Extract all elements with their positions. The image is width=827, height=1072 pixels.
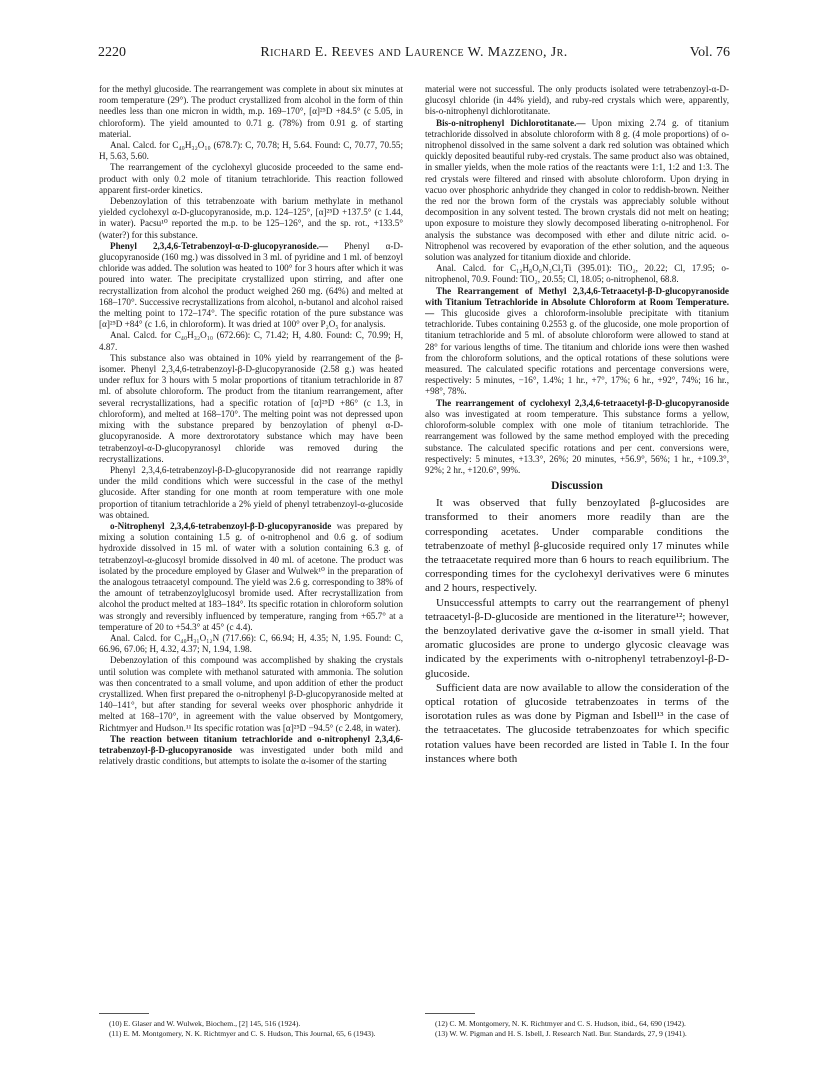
footnotes-right [425, 1013, 729, 1039]
paragraph [99, 241, 403, 331]
paragraph [99, 330, 403, 352]
paragraph-text: Anal. Calcd. for C₄₀H₃₂O₁₀ (678.7): C, 70.78; H, 5.64. Found: C, 70.77, 70.55; H, 5.63, 5.60. [99, 140, 403, 162]
discussion-heading: Discussion [551, 480, 603, 493]
paragraph [99, 521, 403, 633]
left-column [99, 84, 403, 1034]
paragraph-text: Phenyl 2,3,4,6-tetrabenzoyl-β-D-glucopyranoside did not rearrange rapidly under the mild conditions which were successful in the case of the methyl glucoside. After standing for one month at room temperature with one mole proportion of titanium tetrachloride a 2% yield of phenyl tetrabenzoyl-α-glucoside was obtained. [99, 464, 403, 520]
page-header [98, 45, 730, 65]
discussion-paragraph: Unsuccessful attempts to carry out the rearrangement of phenyl tetraacetyl-β-D-glucoside are mentioned in the literature¹²; however, the benzoylated derivative gave the α-isomer in small yield. That aromatic glucosides are prone to undergo glycosic cleavage was indicated by the experiments with o-nitrophenyl tetrabenzoyl-β-D-glucoside. [425, 596, 729, 680]
right-column [425, 84, 729, 1034]
paragraph [425, 263, 729, 285]
paragraph [99, 734, 403, 768]
paragraph-text: Anal. Calcd. for C₄₀H₃₁O₁₂N (717.66): C, 66.94; H, 4.35; N, 1.95. Found: C, 66.96, 67.06; H, 4.32, 4.37; N, 1.94, 1.98. [99, 632, 403, 655]
running-title: Richard E. Reeves and Laurence W. Mazzeno, Jr. [260, 45, 568, 60]
paragraph-text: This substance also was obtained in 10% yield by rearrangement of the β-isomer. Phenyl 2,3,4,6-tetrabenzoyl-β-D-glucopyranoside (2.58 g.) was heated under reflux for 3 hours with 5 molar proportions of titanium tetrachloride in 87 ml. of absolute chloroform. The product from the titanium rearrangement, after several recrystallizations, had a specific rotation of [α]²⁵D +86° (c 1.3, in chloroform), and melted at 168–170°. The melting point was not depressed upon mixing with the substance prepared by benzoylation of phenyl α-D-glucopyranoside. A more dextrorotatory substance which may have been tetrabenzoyl-α-D-glucopyranosyl chloride was removed during the recrystallizations. [99, 352, 403, 464]
paragraph [425, 118, 729, 264]
paragraph-heading: Bis-o-nitrophenyl Dichlorotitanate.— [436, 117, 586, 128]
paragraph-heading: Phenyl 2,3,4,6-Tetrabenzoyl-α-D-glucopyranoside.— [110, 240, 329, 251]
footnote-rule [425, 1013, 475, 1014]
paragraph-text: Debenzoylation of this compound was accomplished by shaking the crystals until solution was complete with methanol saturated with ammonia. The solution was then concentrated to a small volume, and upon addition of ether the product crystallized. When first prepared the o-nitrophenyl β-D-glucopyranoside melted at 140–141°, but after standing for several weeks over phosphoric anhydride it melted at 168–170°, in agreement with the value observed by Montgomery, Richtmyer and Hudson.¹¹ Its specific rotation was [α]²⁵D −94.5° (c 2.48, in water). [99, 655, 403, 733]
paragraph-text: The rearrangement of the cyclohexyl glucoside proceeded to the same end-product with only 0.2 mole of titanium tetrachloride. This reaction followed apparent first-order kinetics. [99, 162, 403, 195]
paragraph [99, 140, 403, 162]
paragraph [99, 84, 403, 140]
paragraph-text: was investigated under both mild and relatively drastic conditions, but attempts to isolate the α-isomer of the starting [99, 744, 403, 767]
paragraph-heading: The rearrangement of cyclohexyl 2,3,4,6-tetraacetyl-β-D-glucopyranoside [436, 397, 729, 408]
paragraph [99, 633, 403, 655]
paragraph [99, 465, 403, 521]
page-number: 2220 [98, 45, 126, 60]
paragraph-text: Phenyl α-D-glucopyranoside (160 mg.) was dissolved in 3 ml. of pyridine and 1 ml. of benzoyl chloride was added. The solution was heated to 100° for 3 hours after which it was poured into water. The precipitate crystallized upon stirring, and after one recrystallization from alcohol the product weighed 260 mg. (64%) and melted at 168–170°. Successive recrystallizations from alcohol, n-butanol and alcohol raised the melting point to 172–174°. The specific rotation of the pure substance was [α]²⁵D +84° (c 1.6, in chloroform). It was dried at 100° over P₂O₅ for analysis. [99, 240, 403, 330]
discussion-paragraph: Sufficient data are now available to allow the consideration of the optical rotation of glucoside tetrabenzoates in terms of the isorotation rules as was done by Pigman and Isbell¹³ in the case of the tetraacetates. The glucoside tetrabenzoates for which specific rotation values have been recorded are listed in Table I. In the four instances where both [425, 681, 729, 765]
paragraph [425, 84, 729, 118]
footnote: (13) W. W. Pigman and H. S. Isbell, J. Research Natl. Bur. Standards, 27, 9 (1941). [435, 1029, 687, 1038]
footnotes-left [99, 1013, 403, 1039]
paragraph-text: Upon mixing 2.74 g. of titanium tetrachloride dissolved in absolute chloroform with 8 g. (4 mole proportions) of o-nitrophenol dissolved in the same solvent a dark red solution was obtained which quickly deposited beautiful ruby-red crystals. The same product also was obtained, in smaller yields, when the mole ratios of the reactants were 1:1, 1:2 and 1:3. The red crystals were filtered and rinsed with absolute chloroform. Upon drying in vacuo over phosphoric anhydride they changed in color to reddish-brown. Neither the red nor the brown form of the crystals was appreciably soluble without decomposition in any solvent tested. The brown crystals did not melt on heating; upon exposure to moisture they slowly decomposed liberating o-nitrophenol. For analysis the substance was decomposed with ether and dilute nitric acid. o-Nitrophenol was recovered by evaporation of the ether solution, and the aqueous solution was analyzed for titanium dioxide and chloride. [425, 117, 729, 263]
volume-label: Vol. 76 [689, 45, 730, 60]
footnote-rule [99, 1013, 149, 1014]
paragraph [99, 655, 403, 733]
footnote: (11) E. M. Montgomery, N. K. Richtmyer and C. S. Hudson, This Journal, 65, 6 (1943). [109, 1029, 376, 1038]
footnote: (10) E. Glaser and W. Wulwek, Biochem., [2] 145, 516 (1924). [109, 1019, 301, 1028]
paragraph-text: also was investigated at room temperature. This substance forms a yellow, chloroform-soluble complex with one mole of titanium tetrachloride. The rearrangement was followed by the same method employed with the preceding substance. The calculated specific rotations and per cent. conversions were, respectively: 5 minutes, +13.3°, 26%; 20 minutes, +56.9°, 56%; 1 hr., +109.3°, 92%; 2 hr., +120.6°, 99%. [425, 408, 729, 475]
paragraph [425, 286, 729, 398]
paragraph [99, 353, 403, 465]
paragraph-text: was prepared by mixing a solution containing 1.5 g. of o-nitrophenol and 0.6 g. of sodium hydroxide dissolved in 15 ml. of water with a solution containing 6.3 g. of tetrabenzoyl-α-glucosyl bromide dissolved in 40 ml. of acetone. The product was isolated by the procedure employed by Glaser and Wulwek¹⁰ in the preparation of the analogous tetraacetyl compound. The yield was 2.6 g. corresponding to 38% of the amount of tetrabenzoylglucosyl bromide used. After recrystallization from alcohol the product melted at 183–184°. Its specific rotation in chloroform solution was strongly and reversibly influenced by temperature, ranging from +65.7° at a temperature of 20 to +54.3° at 45° (c 4.4). [99, 520, 403, 632]
paragraph-text: Anal. Calcd. for C₁₂H₈O₆N₂Cl₂Ti (395.01): TiO₂, 20.22; Cl, 17.95; o-nitrophenol, 70.9. Found: TiO₂, 20.55; Cl, 18.05; o-nitrophenol, 68.8. [425, 263, 729, 285]
footnote: (12) C. M. Montgomery, N. K. Richtmyer and C. S. Hudson, ibid., 64, 690 (1942). [435, 1019, 686, 1028]
paragraph-text: for the methyl glucoside. The rearrangement was complete in about six minutes at room temperature (29°). The product crystallized from alcohol in the form of thin needles less than one micron in width, m.p. 169–170°, [α]²⁵D +84.5° (c 5.05, in chloroform). The yield amounted to 0.71 g. (78%) from 0.91 g. of starting material. [99, 84, 403, 139]
paragraph-text: Debenzoylation of this tetrabenzoate with barium methylate in methanol yielded cyclohexyl α-D-glucopyranoside, m.p. 124–125°, [α]²⁵D +137.5° (c 1.44, in water). Pacsu¹⁰ reported the m.p. to be 125–126°, and the sp. rot., +133.5° (water?) for this substance. [99, 196, 403, 240]
paragraph [99, 196, 403, 241]
right-column-body [425, 84, 729, 476]
discussion-body [425, 496, 729, 766]
discussion-paragraph: It was observed that fully benzoylated β-glucosides are transformed to their anomers more readily than are the corresponding acetates. Under comparable conditions the tetrabenzoate of methyl β-glucoside required only 17 minutes while the tetraacetate required more than 6 hours to reach equilibrium. The corresponding times for the cyclohexyl derivatives were 6 minutes and 2 hours, respectively. [425, 497, 729, 595]
paragraph-text: material were not successful. The only products isolated were tetrabenzoyl-α-D-glucosyl chloride (in 44% yield), and ruby-red crystals which were, apparently, bis-o-nitrophenyl dichlorotitanate. [425, 84, 729, 117]
paragraph [425, 398, 729, 476]
paragraph-text: This glucoside gives a chloroform-insoluble precipitate with titanium tetrachloride. Tubes containing 0.2553 g. of the glucoside, one mole proportion of titanium tetrachloride and 5 ml. of absolute chloroform were allowed to stand at 28° for various lengths of time. The titanium and chloride ions were then washed from the chloroform solutions, and the optical rotations of these solutions were measured. The calculated specific rotations and percentage conversions were, respectively: 5 minutes, −16°, 1.4%; 1 hr., +7°, 17%; 6 hr., +92°, 74%; 16 hr., +98°, 78%. [425, 308, 729, 397]
paragraph-heading: o-Nitrophenyl 2,3,4,6-tetrabenzoyl-β-D-glucopyranoside [110, 520, 332, 531]
paragraph-heading: The Rearrangement of Methyl 2,3,4,6-Tetraacetyl-β-D-glucopyranoside with Titanium Tetrachloride in Absolute Chloroform at Room Temperature.— [425, 285, 729, 319]
paragraph-text: Anal. Calcd. for C₄₀H₃₂O₁₀ (672.66): C, 71.42; H, 4.80. Found: C, 70.99; H, 4.87. [99, 330, 403, 352]
paragraph [99, 162, 403, 196]
paragraph-heading: The reaction between titanium tetrachloride and o-nitrophenyl 2,3,4,6-tetrabenzoyl-β-D-glucopyranoside [99, 733, 403, 755]
